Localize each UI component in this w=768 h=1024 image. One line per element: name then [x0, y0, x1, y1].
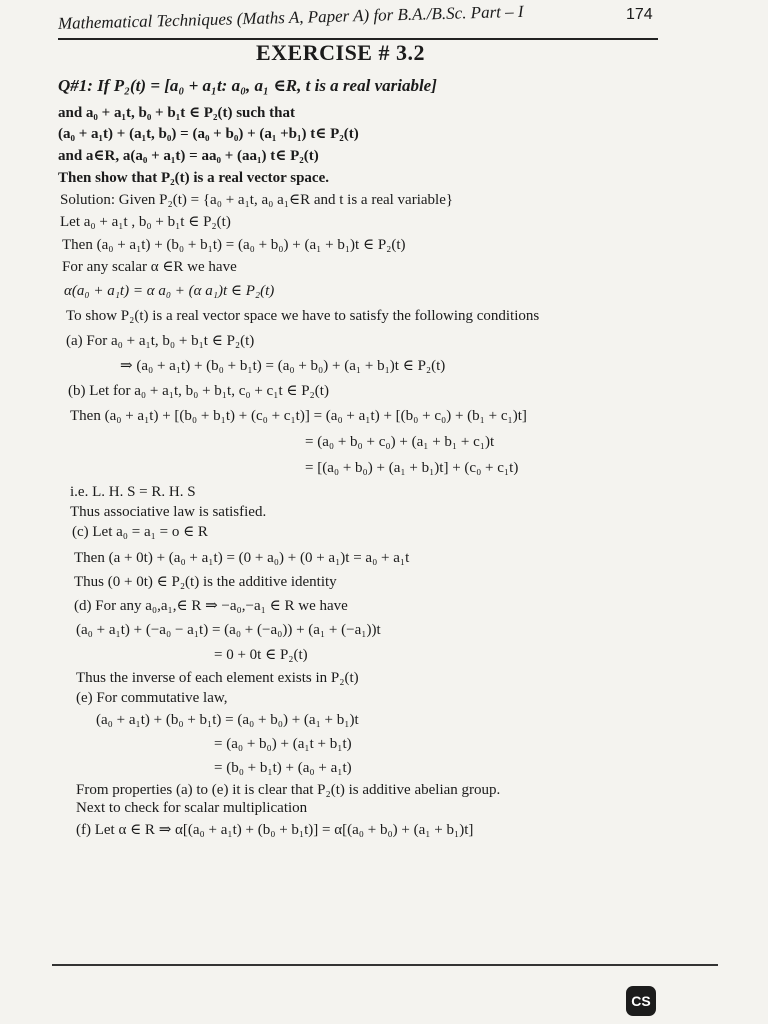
property-c: (c) Let a₀ = a₁ = o ∈ R — [72, 524, 208, 540]
book-title: Mathematical Techniques (Maths A, Paper A) for B.A./B.Sc. Part – I — [57, 1, 524, 33]
property-f: (f) Let α ∈ R ⇒ α[(a₀ + a₁t) + (b₀ + b₁t)] = α[(a₀ + b₀) + (a₁ + b₁)t] — [76, 822, 474, 838]
question-line: and a₀ + a₁t, b₀ + b₁t ∈ P₂(t) such that — [58, 105, 295, 121]
page-header — [57, 1, 658, 40]
property-c-step: Then (a + 0t) + (a₀ + a₁t) = (0 + a₀) + (0 + a₁)t = a₀ + a₁t — [74, 550, 410, 566]
property-e-step: (a₀ + a₁t) + (b₀ + b₁t) = (a₀ + b₀) + (a₁ + b₁)t — [96, 712, 359, 728]
solution-line: From properties (a) to (e) it is clear that P₂(t) is additive abelian group. — [76, 782, 501, 798]
bottom-rule — [52, 964, 718, 966]
question-line: and a∈R, a(a₀ + a₁t) = aa₀ + (aa₁) t∈ P₂(t) — [58, 148, 319, 164]
solution-line: α(a₀ + a₁t) = α a₀ + (α a₁)t ∈ P₂(t) — [64, 283, 275, 299]
solution-line: For any scalar α ∈R we have — [62, 259, 237, 275]
property-e: (e) For commutative law, — [76, 690, 228, 706]
solution-line: Thus associative law is satisfied. — [70, 504, 267, 520]
property-e-step: = (a₀ + b₀) + (a₁t + b₁t) — [214, 736, 352, 752]
property-d-step: = 0 + 0t ∈ P₂(t) — [214, 647, 308, 663]
property-a: (a) For a₀ + a₁t, b₀ + b₁t ∈ P₂(t) — [66, 333, 255, 349]
question-line: Then show that P₂(t) is a real vector space. — [58, 170, 329, 186]
camscanner-logo: CS — [626, 986, 656, 1016]
property-a-step: ⇒ (a₀ + a₁t) + (b₀ + b₁t) = (a₀ + b₀) + (a₁ + b₁)t ∈ P₂(t) — [120, 358, 446, 374]
property-d: (d) For any a₀,a₁,∈ R ⇒ −a₀,−a₁ ∈ R we have — [74, 598, 348, 614]
solution-line: i.e. L. H. S = R. H. S — [70, 484, 196, 500]
property-c-step: Thus (0 + 0t) ∈ P₂(t) is the additive identity — [74, 574, 337, 590]
solution-line: To show P₂(t) is a real vector space we have to satisfy the following conditions — [66, 308, 540, 324]
solution-line: Let a₀ + a₁t , b₀ + b₁t ∈ P₂(t) — [60, 214, 231, 230]
property-b: (b) Let for a₀ + a₁t, b₀ + b₁t, c₀ + c₁t ∈ P₂(t) — [68, 383, 329, 399]
solution-line: Then (a₀ + a₁t) + (b₀ + b₁t) = (a₀ + b₀) + (a₁ + b₁)t ∈ P₂(t) — [62, 237, 406, 253]
exercise-title: EXERCISE # 3.2 — [256, 40, 425, 65]
property-d-step: (a₀ + a₁t) + (−a₀ − a₁t) = (a₀ + (−a₀)) + (a₁ + (−a₁))t — [76, 622, 381, 638]
solution-line: Thus the inverse of each element exists in P₂(t) — [76, 670, 359, 686]
question-statement: Q#1: If P₂(t) = [a₀ + a₁t: a₀, a₁ ∈R, t is a real variable] — [58, 76, 437, 95]
property-b-step: Then (a₀ + a₁t) + [(b₀ + b₁t) + (c₀ + c₁t)] = (a₀ + a₁t) + [(b₀ + c₀) + (b₁ + c₁)t] — [70, 408, 527, 424]
solution-line: Solution: Given P₂(t) = {a₀ + a₁t, a₀ a₁∈R and t is a real variable} — [60, 192, 454, 208]
property-b-step: = [(a₀ + b₀) + (a₁ + b₁)t] + (c₀ + c₁t) — [305, 460, 519, 476]
property-e-step: = (b₀ + b₁t) + (a₀ + a₁t) — [214, 760, 352, 776]
page-number: 174 — [626, 6, 653, 23]
question-line: (a₀ + a₁t) + (a₁t, b₀) = (a₀ + b₀) + (a₁ +b₁) t∈ P₂(t) — [58, 126, 359, 142]
solution-line: Next to check for scalar multiplication — [76, 800, 308, 816]
property-b-step: = (a₀ + b₀ + c₀) + (a₁ + b₁ + c₁)t — [305, 434, 495, 450]
